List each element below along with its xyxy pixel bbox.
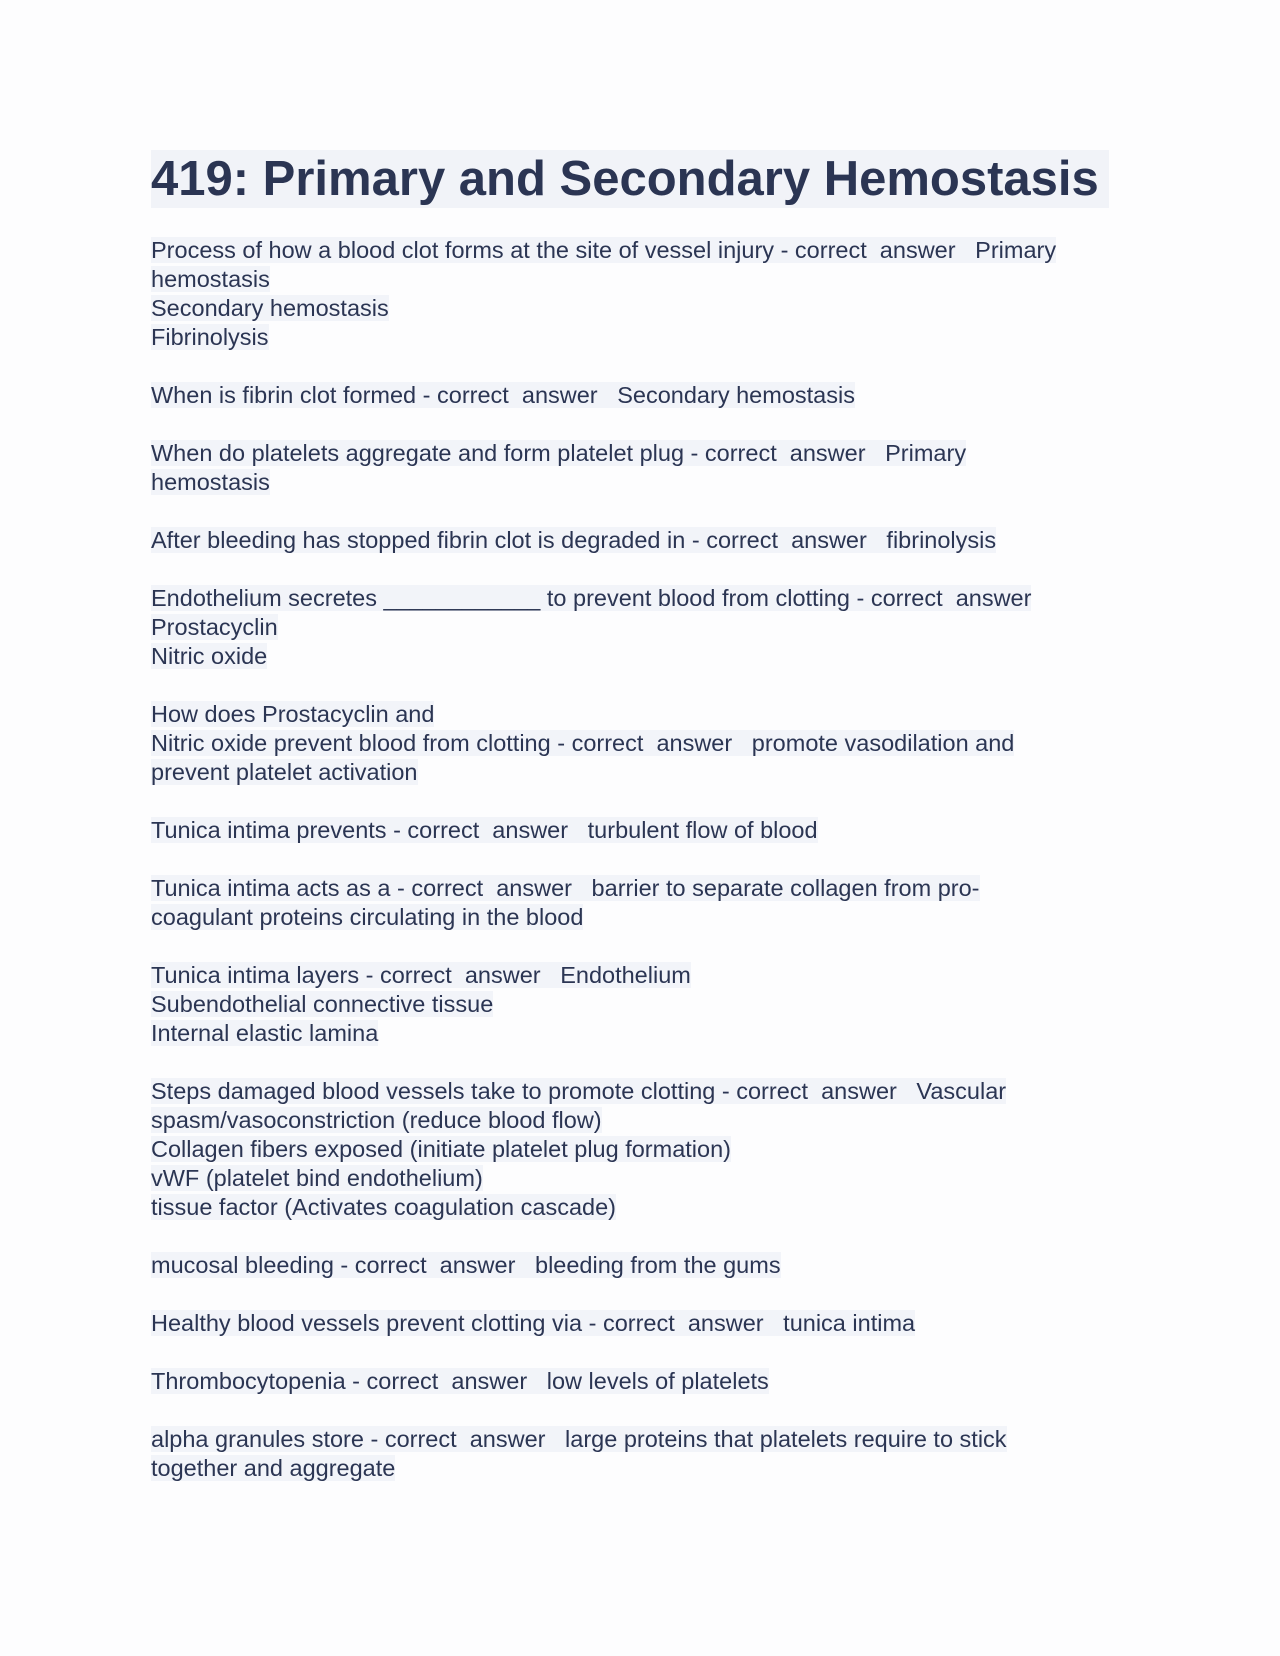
qa-entry <box>151 816 1131 845</box>
qa-entry <box>151 1077 1131 1222</box>
qa-entry-line <box>151 1425 1131 1454</box>
qa-entry-text: hemostasis <box>151 266 270 292</box>
qa-entry <box>151 874 1131 932</box>
qa-entry <box>151 381 1131 410</box>
qa-entry <box>151 961 1131 1048</box>
qa-entry-text: Tunica intima layers - correct answer Endothelium <box>151 962 691 988</box>
qa-entry-text: tissue factor (Activates coagulation cascade) <box>151 1194 617 1220</box>
qa-entry-text: After bleeding has stopped fibrin clot is degraded in - correct answer fibrinolysis <box>151 527 997 553</box>
qa-list <box>151 236 1131 1483</box>
qa-entry-text: together and aggregate <box>151 1455 396 1481</box>
qa-entry-text: Internal elastic lamina <box>151 1020 379 1046</box>
qa-entry-line <box>151 1135 1131 1164</box>
qa-entry-text: Subendothelial connective tissue <box>151 991 494 1017</box>
qa-entry-text: spasm/vasoconstriction (reduce blood flow) <box>151 1107 602 1133</box>
qa-entry-line <box>151 1309 1131 1338</box>
qa-entry-line <box>151 381 1131 410</box>
qa-entry-text: Fibrinolysis <box>151 324 269 350</box>
qa-entry-line <box>151 729 1131 758</box>
qa-entry-text: Steps damaged blood vessels take to promote clotting - correct answer Vascular <box>151 1078 1007 1104</box>
qa-entry <box>151 526 1131 555</box>
qa-entry-line <box>151 439 1131 468</box>
qa-entry <box>151 439 1131 497</box>
qa-entry-line <box>151 265 1131 294</box>
qa-entry-text: Prostacyclin <box>151 614 278 640</box>
qa-entry-text: Secondary hemostasis <box>151 295 389 321</box>
qa-entry-text: hemostasis <box>151 469 270 495</box>
qa-entry-line <box>151 642 1131 671</box>
qa-entry-text: prevent platelet activation <box>151 759 418 785</box>
qa-entry-line <box>151 526 1131 555</box>
qa-entry-text: coagulant proteins circulating in the blood <box>151 904 584 930</box>
document-page <box>151 150 1131 1512</box>
qa-entry-line <box>151 903 1131 932</box>
qa-entry-text: Endothelium secretes ____________ to prevent blood from clotting - correct answer <box>151 585 1032 611</box>
qa-entry-line <box>151 1077 1131 1106</box>
qa-entry <box>151 584 1131 671</box>
qa-entry-line <box>151 1019 1131 1048</box>
qa-entry-text: How does Prostacyclin and <box>151 701 435 727</box>
qa-entry <box>151 236 1131 352</box>
qa-entry-line <box>151 323 1131 352</box>
qa-entry-line <box>151 468 1131 497</box>
qa-entry <box>151 1251 1131 1280</box>
qa-entry-text: Nitric oxide <box>151 643 268 669</box>
qa-entry-line <box>151 1164 1131 1193</box>
qa-entry-line <box>151 990 1131 1019</box>
qa-entry-text: Tunica intima acts as a - correct answer barrier to separate collagen from pro- <box>151 875 980 901</box>
document-title: 419: Primary and Secondary Hemostasis <box>151 150 1109 208</box>
qa-entry <box>151 700 1131 787</box>
qa-entry-text: vWF (platelet bind endothelium) <box>151 1165 483 1191</box>
qa-entry-text: alpha granules store - correct answer large proteins that platelets require to stick <box>151 1426 1007 1452</box>
qa-entry <box>151 1425 1131 1483</box>
qa-entry-text: Thrombocytopenia - correct answer low levels of platelets <box>151 1368 769 1394</box>
qa-entry-line <box>151 1367 1131 1396</box>
qa-entry-line <box>151 1454 1131 1483</box>
qa-entry-text: When do platelets aggregate and form platelet plug - correct answer Primary <box>151 440 967 466</box>
qa-entry-text: When is fibrin clot formed - correct answer Secondary hemostasis <box>151 382 855 408</box>
qa-entry-line <box>151 294 1131 323</box>
qa-entry-line <box>151 1251 1131 1280</box>
qa-entry-line <box>151 236 1131 265</box>
qa-entry-line <box>151 758 1131 787</box>
qa-entry-text: Healthy blood vessels prevent clotting via - correct answer tunica intima <box>151 1310 916 1336</box>
qa-entry-line <box>151 961 1131 990</box>
qa-entry-line <box>151 874 1131 903</box>
qa-entry-line <box>151 700 1131 729</box>
qa-entry-text: Process of how a blood clot forms at the site of vessel injury - correct answer Primary <box>151 237 1057 263</box>
qa-entry-line <box>151 1193 1131 1222</box>
qa-entry-text: mucosal bleeding - correct answer bleeding from the gums <box>151 1252 781 1278</box>
qa-entry-line <box>151 816 1131 845</box>
qa-entry <box>151 1367 1131 1396</box>
qa-entry-text: Collagen fibers exposed (initiate platelet plug formation) <box>151 1136 731 1162</box>
qa-entry-text: Tunica intima prevents - correct answer turbulent flow of blood <box>151 817 818 843</box>
qa-entry-line <box>151 584 1131 613</box>
qa-entry-text: Nitric oxide prevent blood from clotting - correct answer promote vasodilation and <box>151 730 1015 756</box>
qa-entry-line <box>151 1106 1131 1135</box>
qa-entry <box>151 1309 1131 1338</box>
qa-entry-line <box>151 613 1131 642</box>
